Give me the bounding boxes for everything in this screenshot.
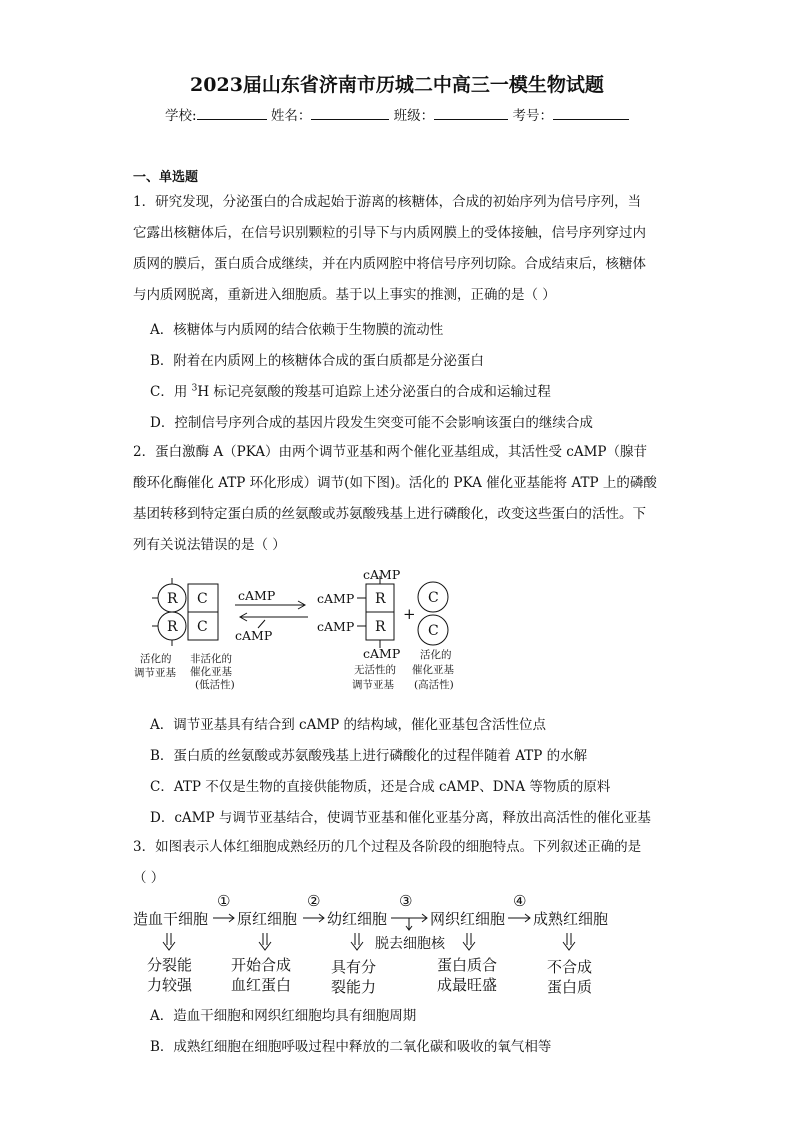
r-label: R — [167, 591, 178, 607]
stage-feature: 分裂能 — [147, 956, 193, 974]
figure-caption: 催化亚基 — [190, 666, 232, 678]
section-heading: 一、单选题 — [133, 170, 199, 185]
cell-stage-label: 原红细胞 — [237, 910, 298, 928]
cell-stage-label: 成熟红细胞 — [533, 910, 609, 928]
id-blank[interactable] — [553, 105, 629, 120]
q2-option-c[interactable]: C．ATP 不仅是生物的直接供能物质，还是合成 cAMP、DNA 等物质的原料 — [150, 779, 611, 795]
step-number: ④ — [513, 892, 527, 910]
figure-caption: 无活性的 — [354, 664, 396, 676]
enucleation-label: 脱去细胞核 — [375, 936, 445, 952]
stage-feature: 开始合成 — [231, 956, 292, 974]
name-blank[interactable] — [311, 105, 389, 120]
plus-sign: + — [403, 605, 416, 623]
school-blank[interactable] — [197, 105, 267, 120]
question-1-line: 质网的膜后，蛋白质合成继续，并在内质网腔中将信号序列切除。合成结束后，核糖体 — [133, 256, 646, 272]
step-number: ② — [307, 892, 321, 910]
figure-caption: 活化的 — [140, 653, 172, 665]
camp-label: cAMP — [235, 628, 273, 643]
figure-caption: (低活性) — [195, 679, 235, 691]
cell-stage-label: 造血干细胞 — [133, 910, 209, 928]
camp-label: cAMP — [363, 567, 401, 582]
camp-label: cAMP — [238, 588, 276, 603]
question-2-line: 基团转移到特定蛋白质的丝氨酸或苏氨酸残基上进行磷酸化，改变这些蛋白的活性。下 — [133, 506, 646, 522]
class-label: 班级： — [393, 108, 435, 124]
r-label: R — [375, 619, 386, 635]
question-3-line: 3．如图表示人体红细胞成熟经历的几个过程及各阶段的细胞特点。下列叙述正确的是 — [133, 839, 642, 855]
q1-option-d[interactable]: D．控制信号序列合成的基因片段发生突变可能不会影响该蛋白的继续合成 — [150, 415, 593, 431]
q2-option-a[interactable]: A．调节亚基具有结合到 cAMP 的结构域，催化亚基包含活性位点 — [150, 717, 547, 733]
school-label: 学校: — [165, 108, 197, 124]
id-label: 考号： — [512, 108, 553, 124]
page-title: 2023届山东省济南市历城二中高三一模生物试题 — [190, 74, 604, 96]
q1-option-c-pre: C．用 — [150, 384, 192, 400]
r-label: R — [375, 591, 386, 607]
stage-feature: 成最旺盛 — [437, 976, 498, 994]
r-label: R — [167, 619, 178, 635]
question-1-line: 它露出核糖体后，在信号识别颗粒的引导下与内质网膜上的受体接触，信号序列穿过内 — [133, 225, 646, 241]
q1-option-c-superscript: 3 — [191, 383, 198, 394]
q3-option-a[interactable]: A．造血干细胞和网织红细胞均具有细胞周期 — [150, 1008, 417, 1024]
camp-label: cAMP — [317, 619, 355, 634]
figure-caption: 活化的 — [420, 649, 452, 661]
step-number: ③ — [399, 892, 413, 910]
step-number: ① — [217, 892, 231, 910]
c-label: C — [197, 619, 208, 635]
stage-feature: 蛋白质合 — [437, 956, 498, 974]
question-2-stem — [133, 437, 661, 561]
stage-feature: 蛋白质 — [547, 978, 593, 996]
rbc-maturation-diagram — [133, 890, 633, 1002]
class-blank[interactable] — [434, 105, 508, 120]
stage-feature: 具有分 — [331, 958, 377, 976]
q2-option-b[interactable]: B．蛋白质的丝氨酸或苏氨酸残基上进行磷酸化的过程伴随着 ATP 的水解 — [150, 748, 588, 764]
question-1-line: 1．研究发现，分泌蛋白的合成起始于游离的核糖体，合成的初始序列为信号序列，当 — [133, 194, 642, 210]
figure-caption: (高活性) — [414, 679, 454, 691]
q3-option-b[interactable]: B．成熟红细胞在细胞呼吸过程中释放的二氧化碳和吸收的氧气相等 — [150, 1039, 552, 1055]
pka-diagram — [130, 562, 480, 702]
question-2-line: 酸环化酶催化 ATP 环化形成）调节(如下图)。活化的 PKA 催化亚基能将 ATP 上的磷酸 — [133, 475, 657, 491]
question-1-stem — [133, 187, 661, 311]
figure-caption: 催化亚基 — [412, 664, 454, 676]
q1-option-c-post: H 标记亮氨酸的羧基可追踪上述分泌蛋白的合成和运输过程 — [197, 384, 551, 400]
name-label: 姓名： — [270, 108, 312, 124]
stage-feature: 不合成 — [547, 958, 593, 976]
question-1-line: 与内质网脱离，重新进入细胞质。基于以上事实的推测，正确的是（ ） — [133, 287, 556, 303]
stage-feature: 血红蛋白 — [231, 976, 292, 994]
q1-option-a[interactable]: A．核糖体与内质网的结合依赖于生物膜的流动性 — [150, 322, 444, 338]
stage-feature: 裂能力 — [331, 978, 377, 996]
cell-stage-label: 幼红细胞 — [327, 910, 388, 928]
figure-caption: 非活化的 — [190, 653, 232, 665]
question-3-line: （ ） — [133, 870, 165, 886]
c-label: C — [428, 623, 439, 639]
stage-feature: 力较强 — [147, 976, 193, 994]
question-2-line: 列有关说法错误的是（ ） — [133, 537, 286, 553]
q1-option-b[interactable]: B．附着在内质网上的核糖体合成的蛋白质都是分泌蛋白 — [150, 353, 484, 369]
question-2-line: 2．蛋白激酶 A（PKA）由两个调节亚基和两个催化亚基组成，其活性受 cAMP（腺苷 — [133, 444, 648, 460]
c-label: C — [428, 590, 439, 606]
q2-option-d[interactable]: D．cAMP 与调节亚基结合，使调节亚基和催化亚基分离，释放出高活性的催化亚基 — [150, 810, 651, 826]
figure-caption: 调节亚基 — [134, 667, 176, 679]
q1-option-c[interactable] — [150, 380, 551, 400]
student-info-line — [0, 104, 794, 124]
c-label: C — [197, 591, 208, 607]
question-3-stem — [133, 832, 661, 894]
figure-caption: 调节亚基 — [352, 679, 394, 691]
camp-label: cAMP — [363, 646, 401, 661]
camp-label: cAMP — [317, 591, 355, 606]
cell-stage-label: 网织红细胞 — [430, 910, 506, 928]
